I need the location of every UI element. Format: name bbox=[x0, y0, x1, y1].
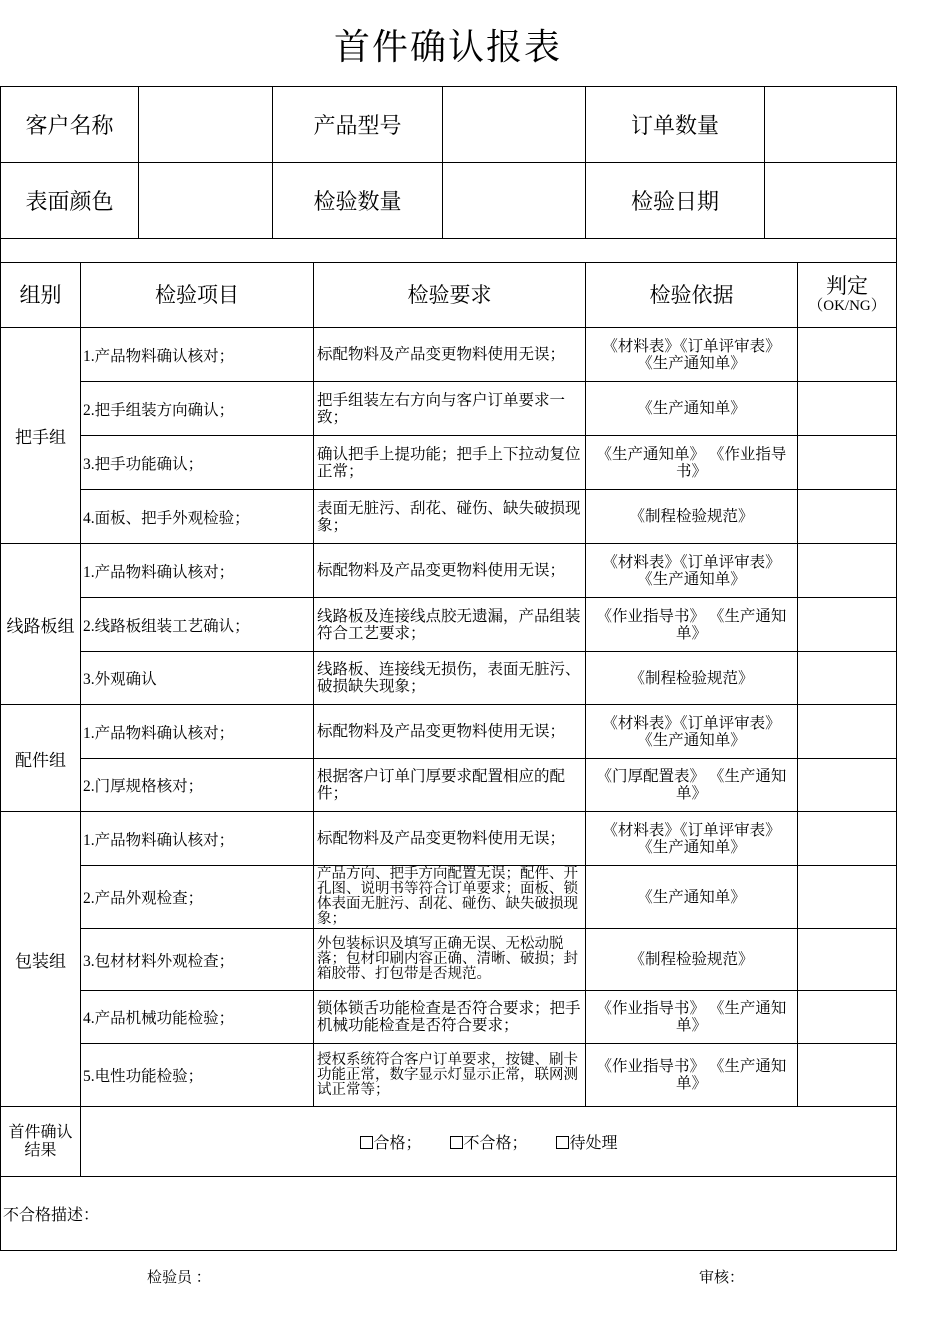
result-option-pending[interactable] bbox=[556, 1130, 618, 1153]
pending-label: 待处理 bbox=[569, 1135, 618, 1152]
column-header-group: 组别 bbox=[1, 263, 81, 328]
pending-checkbox[interactable] bbox=[556, 1136, 569, 1149]
table-row bbox=[1, 929, 897, 991]
inspection-item: 2.产品外观检查； bbox=[81, 866, 314, 929]
inspection-item: 4.面板、把手外观检验； bbox=[81, 490, 314, 544]
nonconformity-row bbox=[1, 1177, 897, 1251]
table-row bbox=[1, 866, 897, 929]
inspection-item: 1.产品物料确认核对； bbox=[81, 544, 314, 598]
inspection-item: 2.门厚规格核对； bbox=[81, 759, 314, 812]
table-row bbox=[1, 436, 897, 490]
verdict-cell[interactable] bbox=[798, 759, 897, 812]
result-row bbox=[1, 1107, 897, 1177]
column-header-verdict bbox=[798, 263, 897, 328]
report-title: 首件确认报表 bbox=[333, 27, 562, 67]
verdict-cell[interactable] bbox=[798, 598, 897, 652]
inspection-quantity-label: 检验数量 bbox=[273, 163, 443, 239]
info-table bbox=[0, 86, 897, 239]
inspection-item: 5.电性功能检验； bbox=[81, 1044, 314, 1107]
surface-color-field[interactable] bbox=[139, 163, 273, 239]
inspection-basis: 《制程检验规范》 bbox=[586, 652, 798, 705]
info-row bbox=[1, 163, 897, 239]
group-name: 包装组 bbox=[1, 812, 81, 1107]
inspection-basis: 《材料表》《订单评审表》 《生产通知单》 bbox=[586, 812, 798, 866]
pass-label: 合格； bbox=[373, 1135, 422, 1152]
inspection-basis: 《制程检验规范》 bbox=[586, 929, 798, 991]
table-row bbox=[1, 490, 897, 544]
nonconformity-field[interactable] bbox=[1, 1177, 897, 1251]
product-model-field[interactable] bbox=[443, 87, 586, 163]
column-header-item: 检验项目 bbox=[81, 263, 314, 328]
inspection-requirement: 产品方向、把手方向配置无误；配件、开孔图、说明书等符合订单要求；面板、锁体表面无脏污、刮花、碰伤、缺失破损现象； bbox=[314, 866, 586, 929]
result-options bbox=[81, 1107, 897, 1177]
result-option-pass[interactable] bbox=[360, 1130, 422, 1153]
inspection-basis: 《生产通知单》 bbox=[586, 382, 798, 436]
inspection-requirement: 确认把手上提功能；把手上下拉动复位正常； bbox=[314, 436, 586, 490]
inspection-item: 4.产品机械功能检验； bbox=[81, 991, 314, 1044]
inspection-basis: 《生产通知单》 《作业指导书》 bbox=[586, 436, 798, 490]
table-row bbox=[1, 759, 897, 812]
verdict-cell[interactable] bbox=[798, 866, 897, 929]
inspection-basis: 《作业指导书》 《生产通知单》 bbox=[586, 991, 798, 1044]
result-label: 首件确认结果 bbox=[1, 1107, 81, 1177]
inspection-requirement: 根据客户订单门厚要求配置相应的配件； bbox=[314, 759, 586, 812]
table-row bbox=[1, 544, 897, 598]
table-row bbox=[1, 382, 897, 436]
fail-label: 不合格； bbox=[463, 1135, 528, 1152]
customer-name-field[interactable] bbox=[139, 87, 273, 163]
inspection-item: 3.外观确认 bbox=[81, 652, 314, 705]
verdict-cell[interactable] bbox=[798, 929, 897, 991]
inspection-requirement: 标配物料及产品变更物料使用无误； bbox=[314, 328, 586, 382]
pass-checkbox[interactable] bbox=[360, 1136, 373, 1149]
verdict-cell[interactable] bbox=[798, 991, 897, 1044]
inspection-requirement: 标配物料及产品变更物料使用无误； bbox=[314, 705, 586, 759]
table-row bbox=[1, 598, 897, 652]
inspection-requirement: 线路板、连接线无损伤，表面无脏污、破损缺失现象； bbox=[314, 652, 586, 705]
inspection-requirement: 锁体锁舌功能检查是否符合要求；把手机械功能检查是否符合要求； bbox=[314, 991, 586, 1044]
table-row bbox=[1, 1044, 897, 1107]
inspection-basis: 《生产通知单》 bbox=[586, 866, 798, 929]
info-row bbox=[1, 87, 897, 163]
group-name: 线路板组 bbox=[1, 544, 81, 705]
inspector-signature-label: 检验员 ： bbox=[147, 1270, 211, 1286]
customer-name-label: 客户名称 bbox=[1, 87, 139, 163]
column-header-basis: 检验依据 bbox=[586, 263, 798, 328]
inspection-requirement: 授权系统符合客户订单要求，按键、刷卡功能正常，数字显示灯显示正常，联网测试正常等； bbox=[314, 1044, 586, 1107]
inspection-date-field[interactable] bbox=[765, 163, 897, 239]
verdict-cell[interactable] bbox=[798, 436, 897, 490]
inspection-basis: 《材料表》《订单评审表》 《生产通知单》 bbox=[586, 544, 798, 598]
inspection-basis: 《作业指导书》 《生产通知单》 bbox=[586, 1044, 798, 1107]
verdict-cell[interactable] bbox=[798, 382, 897, 436]
inspection-item: 3.包材材料外观检查； bbox=[81, 929, 314, 991]
verdict-cell[interactable] bbox=[798, 490, 897, 544]
table-row bbox=[1, 328, 897, 382]
column-header-requirement: 检验要求 bbox=[314, 263, 586, 328]
inspection-basis: 《材料表》《订单评审表》 《生产通知单》 bbox=[586, 705, 798, 759]
verdict-cell[interactable] bbox=[798, 812, 897, 866]
inspection-quantity-field[interactable] bbox=[443, 163, 586, 239]
table-row bbox=[1, 812, 897, 866]
verdict-cell[interactable] bbox=[798, 544, 897, 598]
verdict-cell[interactable] bbox=[798, 1044, 897, 1107]
table-row bbox=[1, 705, 897, 759]
verdict-cell[interactable] bbox=[798, 652, 897, 705]
inspection-basis: 《作业指导书》 《生产通知单》 bbox=[586, 598, 798, 652]
inspection-basis: 《制程检验规范》 bbox=[586, 490, 798, 544]
verdict-cell[interactable] bbox=[798, 328, 897, 382]
inspection-requirement: 线路板及连接线点胶无遗漏，产品组装符合工艺要求； bbox=[314, 598, 586, 652]
surface-color-label: 表面颜色 bbox=[1, 163, 139, 239]
inspection-date-label: 检验日期 bbox=[586, 163, 765, 239]
inspection-item: 2.把手组装方向确认； bbox=[81, 382, 314, 436]
product-model-label: 产品型号 bbox=[273, 87, 443, 163]
inspection-requirement: 标配物料及产品变更物料使用无误； bbox=[314, 812, 586, 866]
inspection-item: 1.产品物料确认核对； bbox=[81, 812, 314, 866]
table-row bbox=[1, 652, 897, 705]
inspection-requirement: 表面无脏污、刮花、碰伤、缺失破损现象； bbox=[314, 490, 586, 544]
table-row bbox=[1, 991, 897, 1044]
verdict-header-options: （OK/NG） bbox=[808, 298, 886, 314]
inspection-basis: 《门厚配置表》 《生产通知单》 bbox=[586, 759, 798, 812]
inspection-basis: 《材料表》《订单评审表》 《生产通知单》 bbox=[586, 328, 798, 382]
fail-checkbox[interactable] bbox=[450, 1136, 463, 1149]
verdict-cell[interactable] bbox=[798, 705, 897, 759]
spacer-cell bbox=[1, 239, 897, 263]
order-quantity-field[interactable] bbox=[765, 87, 897, 163]
reviewer-signature-label: 审核： bbox=[699, 1270, 745, 1286]
result-option-fail[interactable] bbox=[450, 1130, 528, 1153]
verdict-header-label: 判定 bbox=[826, 274, 869, 298]
nonconformity-label: 不合格描述： bbox=[3, 1207, 100, 1224]
inspection-requirement: 外包装标识及填写正确无误、无松动脱落；包材印刷内容正确、清晰、破损；封箱胶带、打包带是否规范。 bbox=[314, 929, 586, 991]
inspection-item: 3.把手功能确认； bbox=[81, 436, 314, 490]
group-name: 配件组 bbox=[1, 705, 81, 812]
inspection-item: 1.产品物料确认核对； bbox=[81, 328, 314, 382]
inspection-requirement: 标配物料及产品变更物料使用无误； bbox=[314, 544, 586, 598]
inspection-item: 2.线路板组装工艺确认； bbox=[81, 598, 314, 652]
inspection-table bbox=[0, 238, 897, 1251]
spacer-row bbox=[1, 239, 897, 263]
inspection-item: 1.产品物料确认核对； bbox=[81, 705, 314, 759]
inspection-requirement: 把手组装左右方向与客户订单要求一致； bbox=[314, 382, 586, 436]
order-quantity-label: 订单数量 bbox=[586, 87, 765, 163]
table-header-row bbox=[1, 263, 897, 328]
group-name: 把手组 bbox=[1, 328, 81, 544]
